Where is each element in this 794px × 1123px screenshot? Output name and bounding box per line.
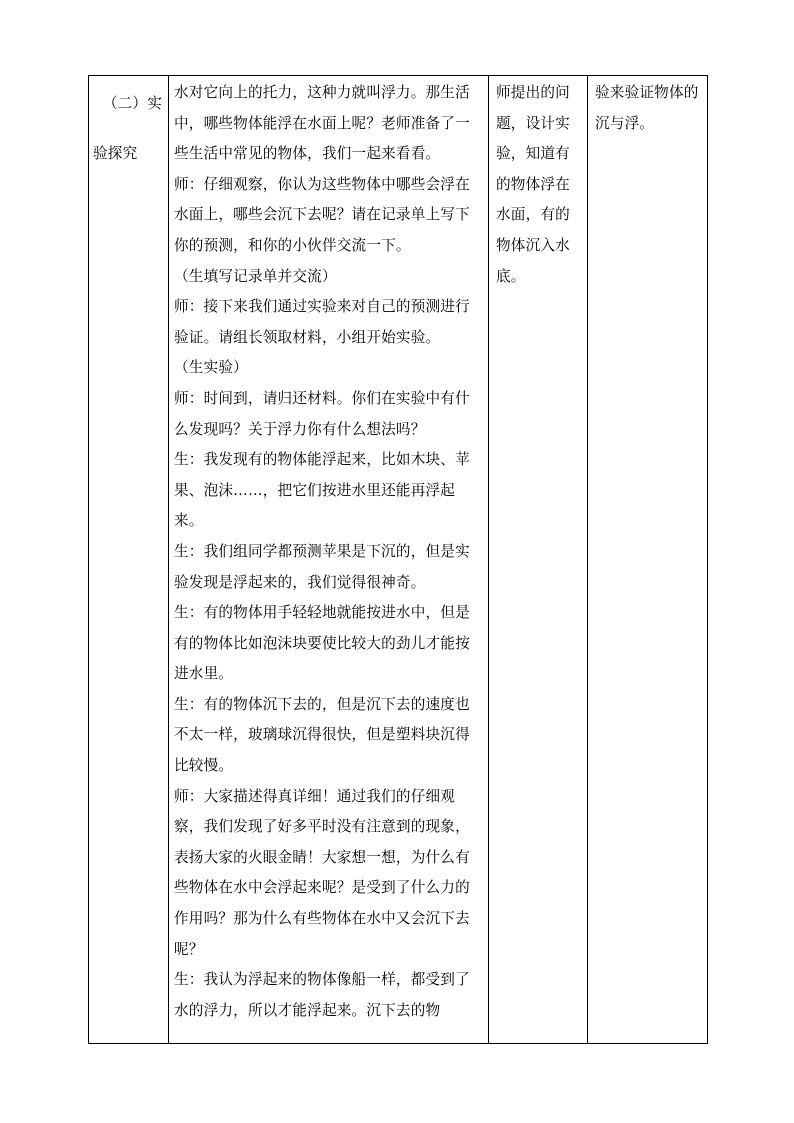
design-intent-text: 师提出的问题，设计实验，知道有的物体浮在水面，有的物体沉入水底。	[496, 84, 570, 285]
lesson-plan-table	[88, 75, 708, 1044]
table-row	[89, 76, 708, 1044]
process-paragraph: 生：我认为浮起来的物体像船一样，都受到了水的浮力，所以才能浮起来。沉下去的物	[174, 971, 470, 1019]
goal-text: 验来验证物体的沉与浮。	[595, 84, 699, 132]
process-paragraph: 师：时间到，请归还材料。你们在实验中有什么发现吗？关于浮力你有什么想法吗？	[174, 389, 470, 438]
goal-cell	[588, 76, 708, 1044]
teaching-process-cell	[169, 76, 489, 1044]
stage-label-line2: 验探究	[93, 145, 138, 162]
process-paragraph: 师：仔细观察，你认为这些物体中哪些会浮在水面上，哪些会沉下去呢？请在记录单上写下你的预测，和你的小伙伴交流一下。	[174, 175, 470, 254]
process-paragraph: 水对它向上的托力，这种力就叫浮力。那生活中，哪些物体能浮在水面上呢？老师准备了一些生活中常见的物体，我们一起来看看。	[174, 84, 470, 163]
process-paragraph: 师：接下来我们通过实验来对自己的预测进行验证。请组长领取材料，小组开始实验。	[174, 298, 470, 346]
process-paragraph: 生：我发现有的物体能浮起来，比如木块、苹果、泡沫……，把它们按进水里还能再浮起来。	[174, 451, 470, 530]
process-paragraph: （生填写记录单并交流）	[174, 267, 337, 285]
process-paragraph: 生：有的物体沉下去的，但是沉下去的速度也不太一样，玻璃球沉得很快，但是塑料块沉得比较慢。	[174, 695, 470, 775]
process-paragraph: 师：大家描述得真详细！通过我们的仔细观察，我们发现了好多平时没有注意到的现象，表扬大家的火眼金睛！大家想一想，为什么有些物体在水中会浮起来呢？是受到了什么力的作用吗？那为什么有些物体在水中又会沉下去呢？	[174, 787, 470, 958]
design-intent-cell	[489, 76, 588, 1044]
process-paragraph: 生：我们组同学都预测苹果是下沉的，但是实验发现是浮起来的，我们觉得很神奇。	[174, 542, 470, 591]
stage-cell	[89, 76, 169, 1044]
process-paragraph: （生实验）	[174, 359, 248, 377]
stage-label-line1: （二）实	[102, 95, 162, 112]
process-paragraph: 生：有的物体用手轻轻地就能按进水中，但是有的物体比如泡沫块要使比较大的劲儿才能按进水里。	[174, 604, 470, 683]
